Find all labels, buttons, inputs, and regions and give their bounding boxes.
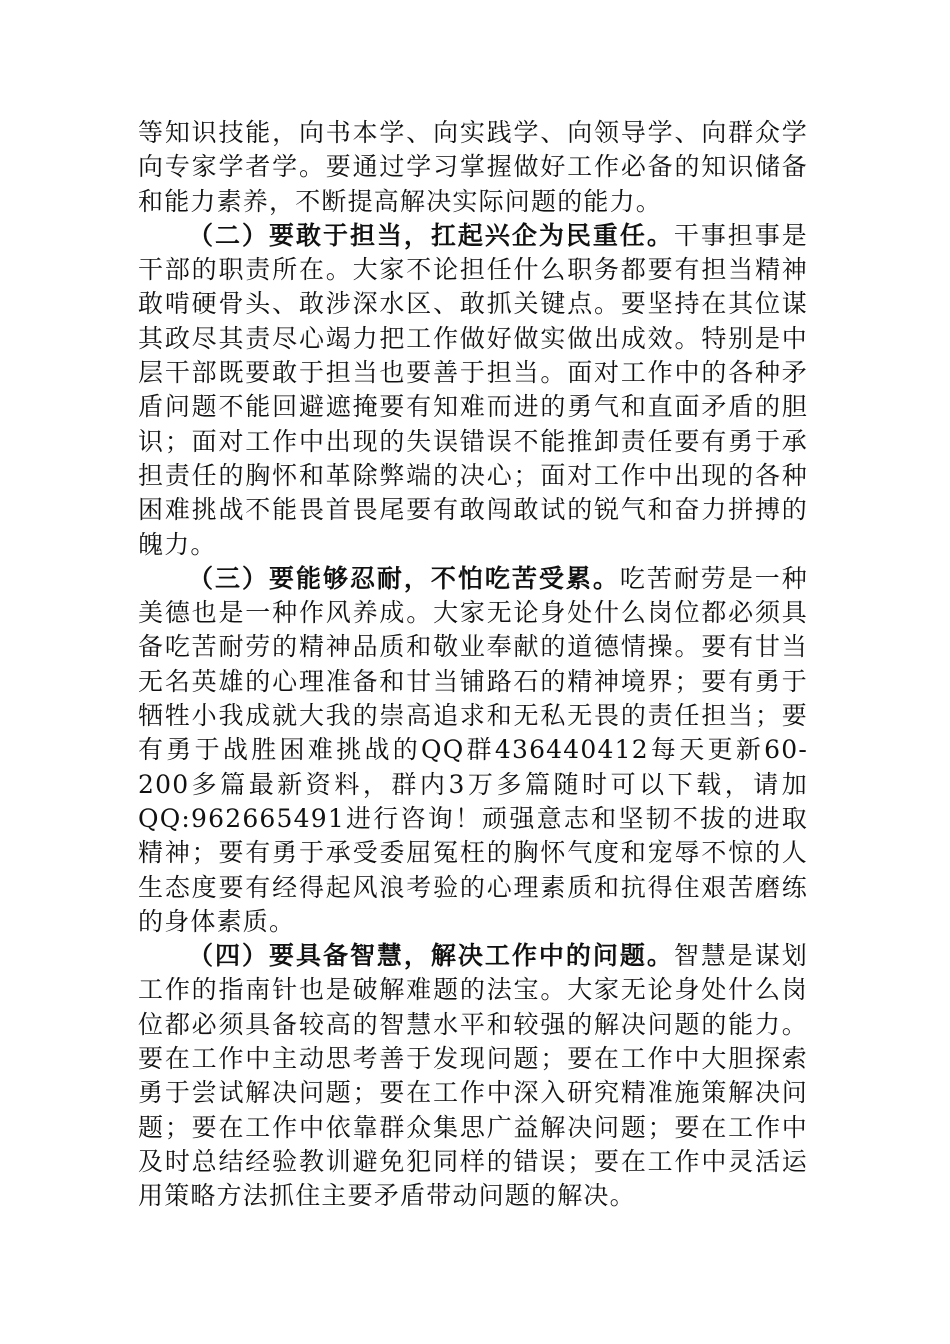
paragraph-continuation xyxy=(138,116,808,219)
paragraph-section-4 xyxy=(138,939,808,1213)
paragraph-section-3 xyxy=(138,562,808,939)
paragraph-text: 智慧是谋划工作的指南针也是破解难题的法宝。大家无论身处什么岗位都必须具备较高的智慧水平和较强的解决问题的能力。要在工作中主动思考善于发现问题；要在工作中大胆探索勇于尝试解决问题；要在工作中深入研究精准施策解决问题；要在工作中依靠群众集思广益解决问题；要在工作中及时总结经验教训避免犯同样的错误；要在工作中灵活运用策略方法抓住主要矛盾带动问题的解决。 xyxy=(138,941,808,1211)
paragraph-text: 等知识技能，向书本学、向实践学、向领导学、向群众学向专家学者学。要通过学习掌握做好工作必备的知识储备和能力素养，不断提高解决实际问题的能力。 xyxy=(138,118,808,216)
document-page xyxy=(138,116,808,1214)
section-heading-2: （二）要敢于担当，扛起兴企为民重任。 xyxy=(188,220,674,250)
section-heading-3: （三）要能够忍耐，不怕吃苦受累。 xyxy=(188,563,620,593)
paragraph-text: 干事担事是干部的职责所在。大家不论担任什么职务都要有担当精神敢啃硬骨头、敢涉深水区、敢抓关键点。要坚持在其位谋其政尽其责尽心竭力把工作做好做实做出成效。特别是中层干部既要敢于担当也要善于担当。面对工作中的各种矛盾问题不能回避遮掩要有知难而进的勇气和直面矛盾的胆识；面对工作中出现的失误错误不能推卸责任要有勇于承担责任的胸怀和革除弊端的决心；面对工作中出现的各种困难挑战不能畏首畏尾要有敢闯敢试的锐气和奋力拼搏的魄力。 xyxy=(138,220,808,559)
paragraph-section-2 xyxy=(138,219,808,562)
paragraph-text: 吃苦耐劳是一种美德也是一种作风养成。大家无论身处什么岗位都必须具备吃苦耐劳的精神品质和敬业奉献的道德情操。要有甘当无名英雄的心理准备和甘当铺路石的精神境界；要有勇于牺牲小我成就大我的崇高追求和无私无畏的责任担当；要有勇于战胜困难挑战的QQ群436440412每天更新60-200多篇最新资料，群内3万多篇随时可以下载，请加QQ:962665491进行咨询！顽强意志和坚韧不拔的进取精神；要有勇于承受委屈冤枉的胸怀气度和宠辱不惊的人生态度要有经得起风浪考验的心理素质和抗得住艰苦磨练的身体素质。 xyxy=(138,563,809,936)
section-heading-4: （四）要具备智慧，解决工作中的问题。 xyxy=(188,941,674,971)
